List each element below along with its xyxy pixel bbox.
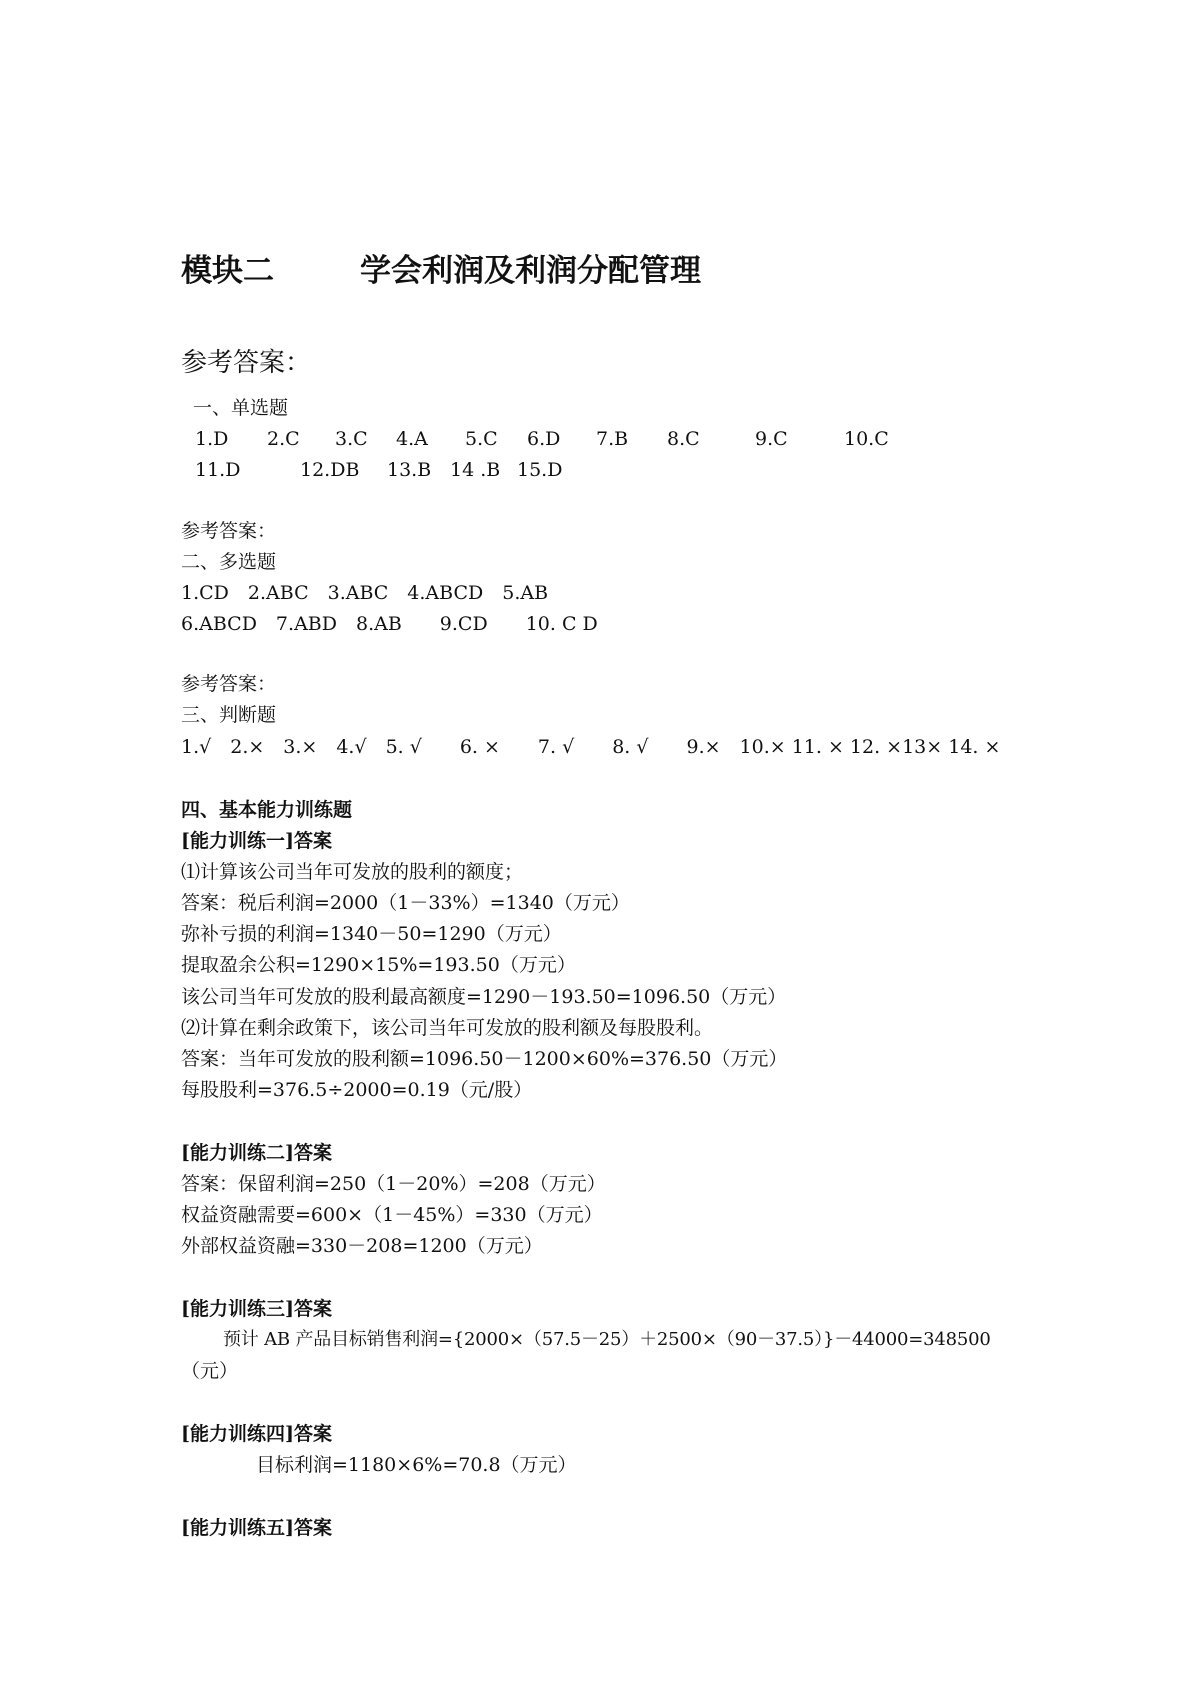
training-1-line: ⑵计算在剩余政策下，该公司当年可发放的股利额及每股股利。	[181, 1017, 714, 1039]
section-multi-choice-heading: 二、多选题	[181, 551, 277, 573]
section-basic-training-heading: 四、基本能力训练题	[181, 799, 353, 821]
answer-item: 10.C	[844, 428, 889, 450]
ref-answer-label: 参考答案：	[181, 520, 277, 542]
true-false-answers-row1: 1.√ 2.× 3.× 4.√ 5. √ 6. × 7. √ 8. √ 9.× 10.× 11. × 12. ×13× 14. ×	[181, 736, 1001, 758]
single-choice-answers-row2	[0, 458, 1191, 482]
single-choice-answers-row1	[0, 427, 1191, 451]
training-3-title: [能力训练三]答案	[181, 1298, 332, 1320]
training-1-line: 该公司当年可发放的股利最高额度=1290－193.50=1096.50（万元）	[181, 986, 787, 1008]
answer-item: 9.C	[755, 428, 788, 450]
training-1-line: 答案：税后利润=2000（1－33%）=1340（万元）	[181, 892, 630, 914]
training-3-line: （元）	[181, 1360, 239, 1382]
training-2-line: 权益资融需要=600×（1－45%）=330（万元）	[181, 1204, 603, 1226]
answer-item: 1.D	[195, 428, 229, 450]
training-1-line: 答案：当年可发放的股利额=1096.50－1200×60%=376.50（万元）	[181, 1048, 788, 1070]
ref-answer-label: 参考答案：	[181, 673, 277, 695]
answer-item: 6.D	[527, 428, 561, 450]
answer-item: 13.B	[387, 459, 432, 481]
training-1-line: 每股股利=376.5÷2000=0.19（元/股）	[181, 1079, 533, 1101]
training-1-line: ⑴计算该公司当年可发放的股利的额度；	[181, 861, 524, 883]
answer-item: 12.DB	[300, 459, 360, 481]
training-4-title: [能力训练四]答案	[181, 1423, 332, 1445]
training-5-title: [能力训练五]答案	[181, 1517, 332, 1539]
answer-item: 3.C	[335, 428, 368, 450]
answer-item: 8.C	[667, 428, 700, 450]
answer-item: 5.C	[465, 428, 498, 450]
training-2-line: 外部权益资融=330－208=1200（万元）	[181, 1235, 543, 1257]
answer-item: 15.D	[517, 459, 563, 481]
multi-choice-answers-row1: 1.CD 2.ABC 3.ABC 4.ABCD 5.AB	[181, 582, 549, 604]
answer-item: 4.A	[396, 428, 428, 450]
section-single-choice-heading: 一、单选题	[193, 397, 289, 419]
answer-item: 11.D	[195, 459, 241, 481]
training-3-line: 预计 AB 产品目标销售利润={2000×（57.5－25）＋2500×（90－37.5）}－44000=348500	[223, 1329, 991, 1350]
section-true-false-heading: 三、判断题	[181, 704, 277, 726]
training-1-title: [能力训练一]答案	[181, 830, 332, 852]
answer-item: 14 .B	[450, 459, 501, 481]
training-1-line: 提取盈余公积=1290×15%=193.50（万元）	[181, 954, 576, 976]
training-4-line: 目标利润=1180×6%=70.8（万元）	[256, 1454, 577, 1476]
module-title: 学会利润及利润分配管理	[360, 253, 701, 289]
training-1-line: 弥补亏损的利润=1340－50=1290（万元）	[181, 923, 562, 945]
training-2-line: 答案：保留利润=250（1－20%）=208（万元）	[181, 1173, 606, 1195]
ref-answer-heading: 参考答案：	[181, 348, 312, 378]
training-2-title: [能力训练二]答案	[181, 1142, 332, 1164]
answer-item: 2.C	[267, 428, 300, 450]
multi-choice-answers-row2: 6.ABCD 7.ABD 8.AB 9.CD 10. C D	[181, 613, 598, 635]
answer-item: 7.B	[596, 428, 629, 450]
module-label: 模块二	[181, 253, 274, 289]
